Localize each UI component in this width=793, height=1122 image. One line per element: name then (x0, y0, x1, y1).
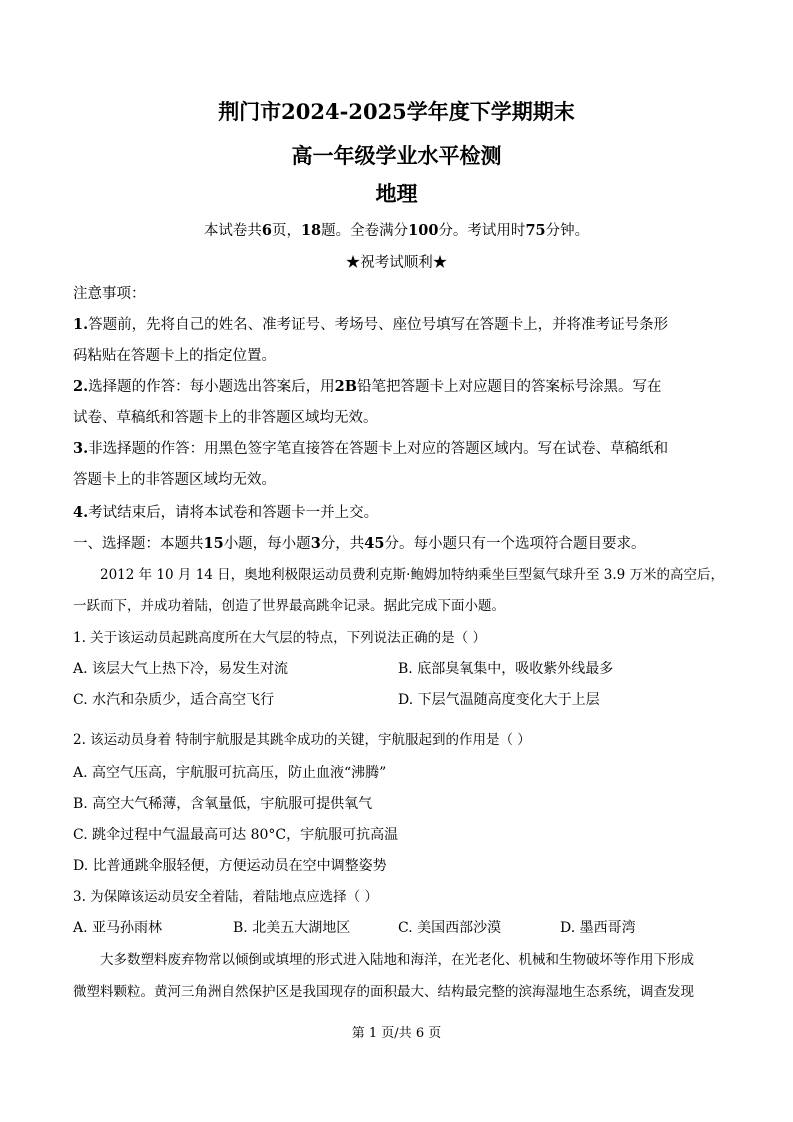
question-3-option-a: A. 亚马孙雨林 (73, 920, 163, 936)
notice-item-3-cont: 答题卡上的非答题区域均无效。 (73, 472, 276, 488)
notice-item-1: 1.答题前，先将自己的姓名、准考证号、考场号、座位号填写在答题卡上，并将准考证号条形 (73, 316, 669, 333)
question-1-stem: 1. 关于该运动员起跳高度所在大气层的特点，下列说法正确的是（ ） (73, 630, 486, 646)
exam-info-line: 本试卷共6页，18题。全卷满分100分。考试用时75分钟。 (203, 222, 590, 239)
question-1-option-c: C. 水汽和杂质少，适合高空飞行 (73, 692, 275, 708)
passage-2-line-2: 微塑料颗粒。黄河三角洲自然保护区是我国现存的面积最大、结构最完整的滨海湿地生态系统，调查发现 (73, 984, 694, 1000)
notice-item-1-cont: 码粘贴在答题卡上的指定位置。 (73, 348, 276, 364)
notice-heading: 注意事项： (73, 286, 146, 302)
notice-item-4: 4.考试结束后，请将本试卷和答题卡一并上交。 (73, 504, 379, 521)
passage-2-line-1: 大多数塑料废弃物常以倾倒或填埋的形式进入陆地和海洋，在光老化、机械和生物破坏等作用下形成 (100, 952, 694, 968)
question-3-option-b: B. 北美五大湖地区 (233, 920, 351, 936)
question-2-stem: 2. 该运动员身着 特制宇航服是其跳伞成功的关键，宇航服起到的作用是（ ） (73, 732, 531, 748)
exam-title-line1: 荆门市2024-2025学年度下学期期末 (218, 99, 575, 124)
question-3-option-d: D. 墨西哥湾 (560, 920, 636, 936)
question-2-option-b: B. 高空大气稀薄，含氧量低，宇航服可提供氧气 (73, 796, 373, 812)
question-2-option-a: A. 高空气压高，宇航服可抗高压，防止血液“沸腾” (73, 765, 387, 781)
exam-title-line2: 高一年级学业水平检测 (291, 143, 502, 168)
question-1-option-a: A. 该层大气上热下冷，易发生对流 (73, 661, 289, 677)
subject-title: 地理 (375, 181, 418, 206)
notice-item-3: 3.非选择题的作答：用黑色签字笔直接答在答题卡上对应的答题区域内。写在试卷、草稿纸和 (73, 440, 669, 457)
passage-1-line-2: 一跃而下，并成功着陆，创造了世界最高跳伞记录。据此完成下面小题。 (73, 598, 505, 614)
notice-item-2: 2.选择题的作答：每小题选出答案后，用2B铅笔把答题卡上对应题目的答案标号涂黑。写在 (73, 378, 662, 395)
question-1-option-b: B. 底部臭氧集中，吸收紫外线最多 (398, 661, 614, 677)
question-3-stem: 3. 为保障该运动员安全着陆，着陆地点应选择（ ） (73, 889, 378, 905)
good-luck-line: ★祝考试顺利★ (345, 255, 448, 271)
passage-1-line-1: 2012 年 10 月 14 日，奥地利极限运动员费利克斯·鲍姆加特纳乘坐巨型氦气球升至 3.9 万米的高空后， (100, 567, 725, 583)
question-2-option-c: C. 跳伞过程中气温最高可达 80°C，宇航服可抗高温 (73, 827, 399, 843)
notice-item-2-cont: 试卷、草稿纸和答题卡上的非答题区域均无效。 (73, 410, 378, 426)
question-1-option-d: D. 下层气温随高度变化大于上层 (398, 692, 600, 708)
question-3-option-c: C. 美国西部沙漠 (398, 920, 502, 936)
question-2-option-d: D. 比普通跳伞服轻便，方便运动员在空中调整姿势 (73, 858, 387, 874)
page-footer: 第 1 页/共 6 页 (351, 1026, 442, 1041)
section-1-heading: 一、选择题：本题共15小题，每小题3分，共45分。每小题只有一个选项符合题目要求。 (73, 535, 646, 552)
